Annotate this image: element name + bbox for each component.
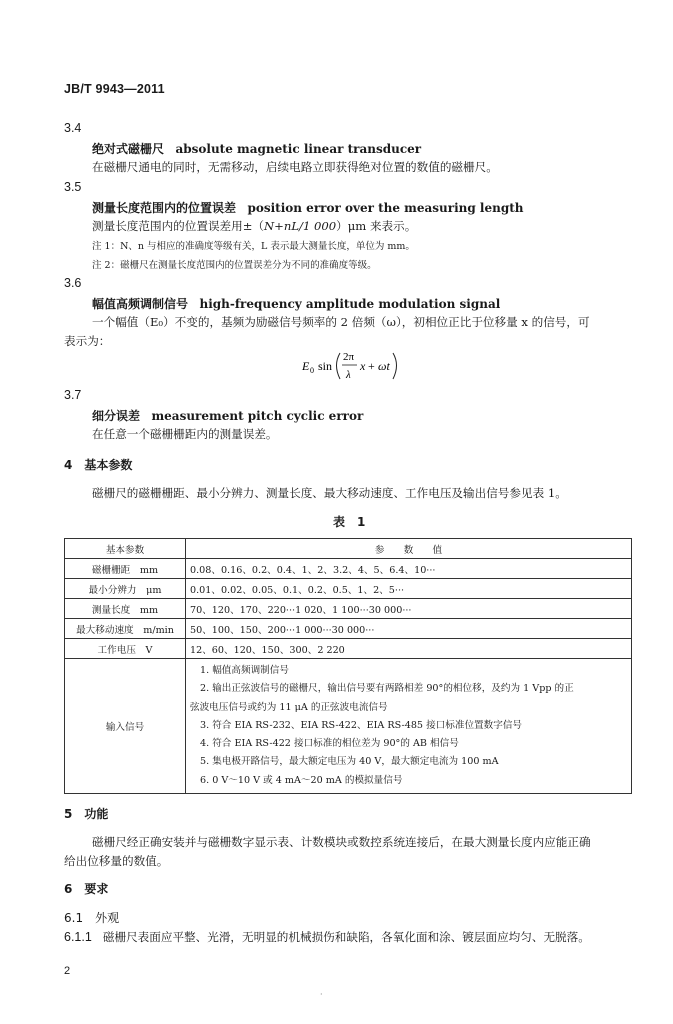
param-cell: 磁栅栅距 mm [65, 559, 186, 579]
term-en: measurement pitch cyclic error [151, 409, 364, 423]
page-number: 2 [64, 965, 71, 977]
param-cell: 输入信号 [65, 659, 186, 794]
value-cell: 70、120、170、220···1 020、1 100···30 000··· [186, 599, 632, 619]
formula-signal [300, 345, 410, 385]
clause-number-3-5: 3.5 [64, 180, 82, 194]
svg-text:+: + [368, 359, 375, 373]
list-item: 2. 输出正弦波信号的磁栅尺，输出信号要有两路相差 90°的相位移，及约为 1 Vpp 的正 [200, 683, 574, 695]
table-row [65, 579, 632, 599]
term-en: absolute magnetic linear transducer [175, 142, 422, 156]
term-3-4 [92, 140, 421, 157]
clause-text: 磁栅尺表面应平整、光滑，无明显的机械损伤和缺陷，各氧化面和涂、镀层面应均匀、无脱落。 [102, 930, 590, 944]
list-item: 5. 集电极开路信号，最大额定电压为 40 V，最大额定电流为 100 mA [200, 756, 499, 768]
parameter-table [64, 538, 632, 794]
list-item: 弦波电压信号或约为 11 μA 的正弦波电流信号 [190, 701, 388, 713]
svg-text:E: E [302, 359, 310, 373]
clause-number-3-4: 3.4 [64, 121, 82, 135]
definition-3-6-line2: 表示为： [64, 334, 111, 348]
clause-number-3-7: 3.7 [64, 388, 82, 402]
param-cell: 最小分辨力 μm [65, 579, 186, 599]
table-row [65, 619, 632, 639]
table-header-row [65, 539, 632, 559]
param-cell: 测量长度 mm [65, 599, 186, 619]
table-row [65, 639, 632, 659]
clause-number: 6.1.1 [64, 930, 92, 944]
def-pre: 测量长度范围内的位置误差用±（ [92, 219, 265, 233]
def-formula: N+nL/1 000 [264, 219, 337, 233]
svg-text:sin: sin [318, 359, 333, 373]
section-4-heading: 4 基本参数 [64, 458, 133, 472]
term-3-6 [92, 295, 500, 312]
value-cell: 0.01、0.02、0.05、0.1、0.2、0.5、1、2、5··· [186, 579, 632, 599]
term-3-5 [92, 199, 524, 216]
term-cn: 绝对式磁栅尺 [92, 142, 165, 156]
value-cell: 0.08、0.16、0.2、0.4、1、2、3.2、4、5、6.4、10··· [186, 559, 632, 579]
table-row [65, 559, 632, 579]
list-item: 4. 符合 EIA RS-422 接口标准的相位差为 90°的 AB 相信号 [200, 738, 459, 750]
list-item: 6. 0 V～10 V 或 4 mA～20 mA 的模拟量信号 [200, 774, 403, 786]
section-5-heading: 5 功能 [64, 807, 109, 821]
table-title: 表 1 [333, 515, 366, 529]
section-6-heading: 6 要求 [64, 882, 109, 896]
section-4-text: 磁栅尺的磁栅栅距、最小分辨力、测量长度、最大移动速度、工作电压及输出信号参见表 1。 [92, 486, 567, 500]
table-row [65, 659, 632, 794]
svg-text:2π: 2π [343, 351, 355, 363]
term-en: position error over the measuring length [247, 201, 524, 215]
definition-3-6-line1: 一个幅值（E₀）不变的，基频为励磁信号频率的 2 倍频（ω），初相位正比于位移量 x 的信号，可 [92, 315, 590, 329]
param-cell: 最大移动速度 m/min [65, 619, 186, 639]
document-header: JB/T 9943—2011 [64, 82, 165, 96]
list-item: 3. 符合 EIA RS-232、EIA RS-422、EIA RS-485 接口标准位置数字信号 [200, 719, 523, 731]
input-signal-list [186, 659, 632, 794]
term-en: high-frequency amplitude modulation signal [199, 297, 501, 311]
svg-text:λ: λ [346, 369, 351, 381]
svg-text:ωt: ωt [378, 359, 390, 373]
section-5-line2: 给出位移量的数值。 [64, 854, 169, 868]
term-cn: 幅值高频调制信号 [92, 297, 189, 311]
term-cn: 细分误差 [92, 409, 141, 423]
clause-number-3-6: 3.6 [64, 276, 82, 290]
scan-speck: · [320, 990, 323, 999]
section-5-line1: 磁栅尺经正确安装并与磁栅数字显示表、计数模块或数控系统连接后，在最大测量长度内应能正确 [92, 835, 591, 849]
value-cell: 12、60、120、150、300、2 220 [186, 639, 632, 659]
svg-text:x: x [360, 359, 366, 373]
definition-3-7: 在任意一个磁栅栅距内的测量误差。 [92, 427, 278, 441]
note-1: 注 1：N、n 与相应的准确度等级有关，L 表示最大测量长度，单位为 mm。 [92, 241, 415, 252]
definition-3-4: 在磁栅尺通电的同时，无需移动，启续电路立即获得绝对位置的数值的磁栅尺。 [92, 160, 498, 174]
list-item: 1. 幅值高频调制信号 [200, 664, 289, 676]
param-cell: 工作电压 V [65, 639, 186, 659]
table-header-cell: 基本参数 [65, 539, 186, 559]
svg-text:0: 0 [310, 366, 314, 375]
table-header-cell: 参 数 值 [186, 539, 632, 559]
value-cell: 50、100、150、200···1 000···30 000··· [186, 619, 632, 639]
note-2: 注 2：磁栅尺在测量长度范围内的位置误差分为不同的准确度等级。 [92, 260, 377, 271]
term-cn: 测量长度范围内的位置误差 [92, 201, 237, 215]
term-3-7 [92, 407, 363, 424]
clause-6-1-1 [64, 929, 590, 945]
definition-3-5 [92, 218, 416, 234]
subsection-6-1: 6.1 外观 [64, 911, 120, 925]
table-row [65, 599, 632, 619]
def-post: ）μm 来表示。 [336, 219, 417, 233]
